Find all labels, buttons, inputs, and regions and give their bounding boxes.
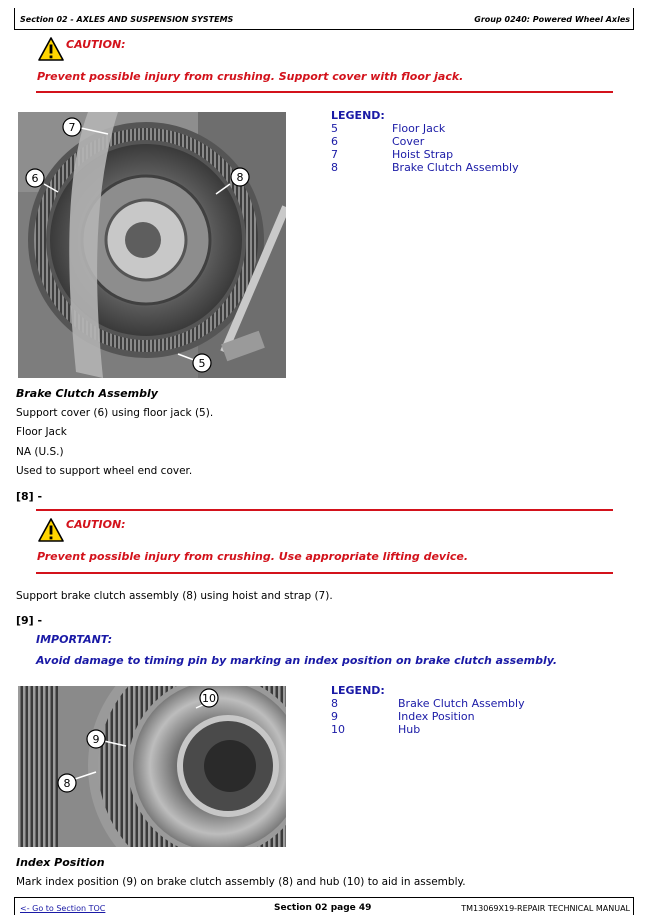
callout-5-label: 5 (198, 357, 206, 370)
index-position-photo (18, 686, 286, 847)
warning-icon (38, 517, 64, 543)
legend-label: Hub (398, 723, 421, 736)
header-rule (14, 29, 634, 30)
body-line: Floor Jack (16, 426, 67, 438)
callout-8-label: 8 (236, 171, 244, 184)
header-section: Section 02 - AXLES AND SUSPENSION SYSTEMS (20, 15, 234, 24)
legend-label: Brake Clutch Assembly (398, 697, 525, 710)
page-number: Section 02 page 49 (274, 903, 372, 913)
body-line: NA (U.S.) (16, 446, 64, 458)
legend-title: LEGEND: (331, 109, 385, 122)
caution-text: Prevent possible injury from crushing. Support cover with floor jack. (37, 70, 464, 83)
step-label: [9] - (16, 614, 43, 627)
callout-9-label: 9 (92, 733, 100, 746)
legend-title: LEGEND: (331, 684, 385, 697)
footer-right-rule (633, 897, 634, 915)
callout-6-label: 6 (31, 172, 39, 185)
warning-icon (38, 36, 64, 62)
legend-label: Brake Clutch Assembly (392, 161, 519, 174)
legend-num: 8 (331, 697, 338, 710)
body-line: Support cover (6) using floor jack (5). (16, 407, 214, 419)
caution-divider (36, 509, 613, 511)
legend-label: Index Position (398, 710, 475, 723)
header-left-rule (14, 8, 15, 30)
section-heading: Brake Clutch Assembly (16, 387, 158, 400)
callout-8-label: 8 (63, 777, 71, 790)
legend-label: Hoist Strap (392, 148, 454, 161)
legend-num: 5 (331, 122, 338, 135)
header-group: Group 0240: Powered Wheel Axles (474, 15, 630, 24)
important-title: IMPORTANT: (36, 633, 113, 646)
footer-left-rule (14, 897, 15, 915)
header-right-rule (633, 8, 634, 30)
legend-label: Cover (392, 135, 425, 148)
caution-title: CAUTION: (66, 38, 126, 51)
manual-title: TM13069X19-REPAIR TECHNICAL MANUAL (461, 904, 630, 913)
step-label: [8] - (16, 490, 43, 503)
callout-7-label: 7 (68, 121, 76, 134)
legend-num: 8 (331, 161, 338, 174)
legend-num: 6 (331, 135, 338, 148)
legend-num: 10 (331, 723, 345, 736)
step-text: Support brake clutch assembly (8) using hoist and strap (7). (16, 590, 333, 602)
section-heading: Index Position (16, 856, 105, 869)
section-toc-link[interactable]: <- Go to Section TOC (20, 904, 106, 913)
important-text: Avoid damage to timing pin by marking an index position on brake clutch assembly. (36, 654, 558, 667)
caution-title: CAUTION: (66, 518, 126, 531)
body-line: Used to support wheel end cover. (16, 465, 193, 477)
caution-text: Prevent possible injury from crushing. Use appropriate lifting device. (37, 550, 469, 563)
legend-num: 9 (331, 710, 338, 723)
caution-divider (36, 572, 613, 574)
legend-num: 7 (331, 148, 338, 161)
body-line: Mark index position (9) on brake clutch assembly (8) and hub (10) to aid in assembly. (16, 876, 466, 888)
legend-label: Floor Jack (392, 122, 446, 135)
callout-10-label: 10 (202, 692, 216, 705)
brake-clutch-photo (18, 112, 286, 378)
caution-divider (36, 91, 613, 93)
footer-rule (14, 897, 634, 898)
